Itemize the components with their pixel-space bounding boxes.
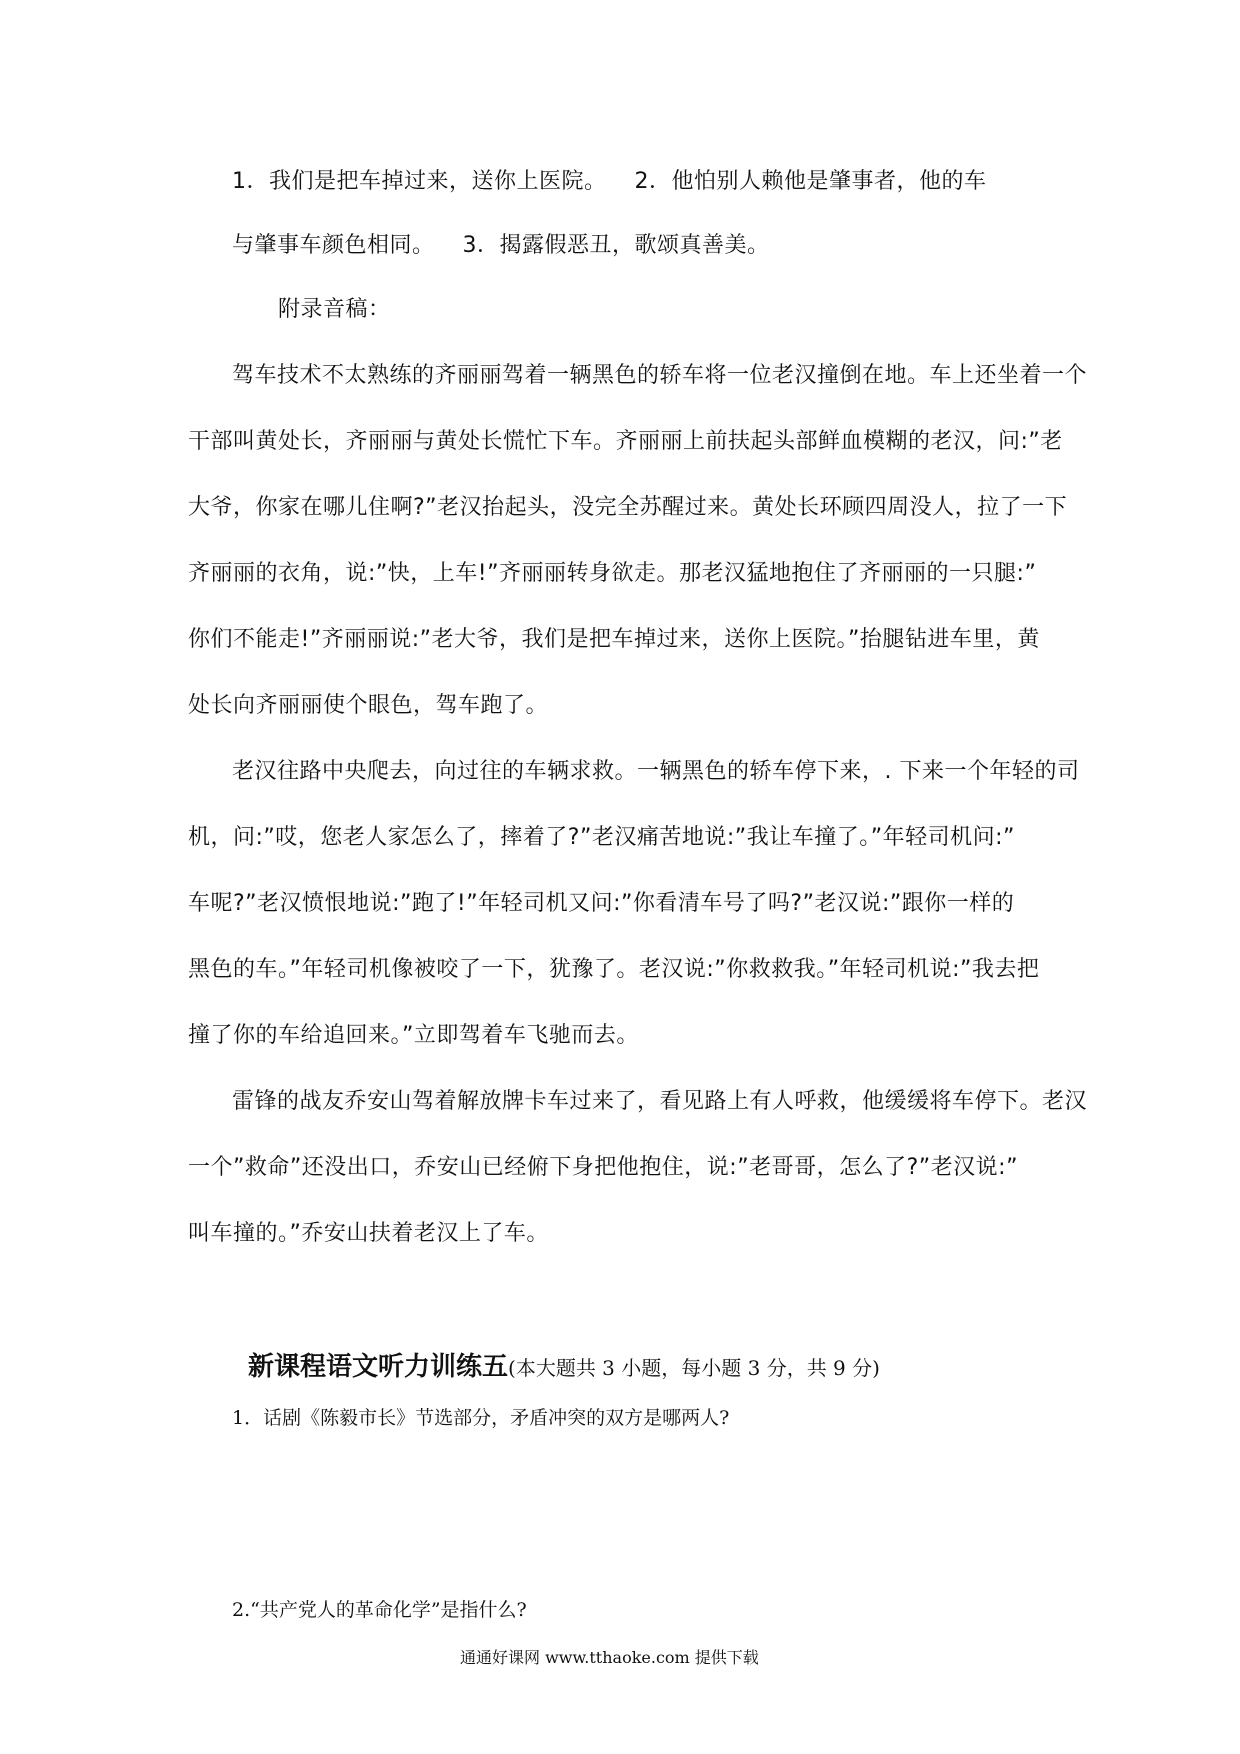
answer-3: 3．揭露假恶丑，歌颂真善美。: [462, 233, 770, 258]
transcript-line: 一个”救命”还没出口，乔安山已经俯下身把他抱住，说:”老哥哥，怎么了?”老汉说:”: [188, 1155, 1018, 1180]
transcript-line: 车呢?”老汉愤恨地说:”跑了!”年轻司机又问:”你看清车号了吗?”老汉说:”跟你一样的: [188, 891, 1015, 916]
question-1: 1．话剧《陈毅市长》节选部分，矛盾冲突的双方是哪两人?: [232, 1407, 730, 1429]
question-2: 2.“共产党人的革命化学”是指什么?: [232, 1599, 527, 1621]
answer-line-1: [232, 167, 987, 197]
transcript-line: 机，问:”哎，您老人家怎么了，摔着了?”老汉痛苦地说:”我让车撞了。”年轻司机问:”: [188, 825, 1015, 850]
transcript-line: 叫车撞的。”乔安山扶着老汉上了车。: [188, 1221, 549, 1246]
answer-2-end: 与肇事车颜色相同。: [232, 233, 435, 258]
transcript-line: 大爷，你家在哪儿住啊?”老汉抬起头，没完全苏醒过来。黄处长环顾四周没人，拉了一下: [188, 495, 1068, 520]
answer-line-2: [232, 231, 770, 261]
transcript-line: 驾车技术不太熟练的齐丽丽驾着一辆黑色的轿车将一位老汉撞倒在地。车上还坐着一个: [232, 363, 1088, 388]
transcript-line: 雷锋的战友乔安山驾着解放牌卡车过来了，看见路上有人呼救，他缓缓将车停下。老汉: [232, 1089, 1088, 1114]
section-note: (本大题共 3 小题，每小题 3 分，共 9 分): [508, 1356, 880, 1380]
transcript-line: 黑色的车。”年轻司机像被咬了一下，犹豫了。老汉说:”你救救我。”年轻司机说:”我去把: [188, 957, 1040, 982]
transcript-line: 你们不能走!”齐丽丽说:”老大爷，我们是把车掉过来，送你上医院。”抬腿钻进车里，黄: [188, 627, 1040, 652]
appendix-label: 附录音稿：: [278, 297, 391, 322]
transcript-line: 撞了你的车给追回来。”立即驾着车飞驰而去。: [188, 1023, 639, 1048]
section-title-line: [248, 1346, 880, 1383]
section-title: 新课程语文听力训练五: [248, 1352, 509, 1382]
answer-2-start: 2．他怕别人赖他是肇事者，他的车: [634, 169, 987, 194]
transcript-line: 齐丽丽的衣角，说:”快，上车!”齐丽丽转身欲走。那老汉猛地抱住了齐丽丽的一只腿:”: [188, 561, 1037, 586]
transcript-line: 处长向齐丽丽使个眼色，驾车跑了。: [188, 693, 549, 718]
footer-credit: 通通好课网 www.tthaoke.com 提供下载: [460, 1648, 759, 1667]
answer-1: 1．我们是把车掉过来，送你上医院。: [232, 169, 607, 194]
transcript-line: 干部叫黄处长，齐丽丽与黄处长慌忙下车。齐丽丽上前扶起头部鲜血模糊的老汉，问:”老: [188, 429, 1063, 454]
transcript-line: 老汉往路中央爬去，向过往的车辆求救。一辆黑色的轿车停下来，. 下来一个年轻的司: [232, 759, 1080, 784]
